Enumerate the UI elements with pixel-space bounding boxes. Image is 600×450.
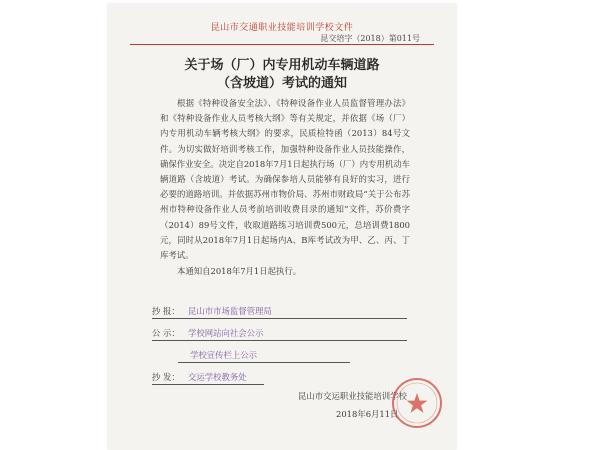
routing-copy-value: 交运学校教务处 [188, 372, 247, 382]
official-seal-icon [390, 376, 444, 430]
body-paragraph-effective: 本通知自2018年7月1日起执行。 [177, 266, 302, 277]
header-divider [130, 44, 434, 45]
routing-public-value-2: 学校宣传栏上公示 [190, 350, 257, 360]
routing-cc-value: 昆山市市场监督管理局 [188, 306, 272, 316]
routing-copy [152, 370, 264, 385]
document-header: 昆山市交通职业技能培训学校文件 [210, 23, 354, 33]
routing-public-label: 公 示： [152, 328, 180, 338]
routing-public [152, 326, 407, 341]
routing-copy-label: 抄 发： [152, 372, 180, 382]
document-title-line-1: 关于场（厂）内专用机动车辆道路 [184, 58, 380, 73]
routing-public-2 [178, 348, 350, 363]
routing-cc [152, 304, 407, 319]
document-body [160, 96, 410, 280]
issue-date: 2018年6月11日 [336, 409, 399, 419]
document-title-line-2: （含坡道）考试的通知 [216, 76, 347, 91]
body-paragraph-main: 根据《特种设备安全法》、《特种设备作业人员监督管理办法》和《特种设备作业人员考核大纲》等有关规定，并依据《场（厂）内专用机动车辆考核大纲》的要求，民质检特函（2013）84号文件。为切实做好培训考核工作，加强特种设备作业人员技能操作，确保作业安全。决定自2018年7月1日起执行场（厂）内专用机动车辆道路（含坡道）考试。为确保参培人员能够有良好的实习，进行必要的道路培训。并依据苏州市物价局、苏州市财政局“关于公布苏州市特种设备作业人员考前培训收费目录的通知”文件，苏价费字（2014）89号文件，收取道路练习培训费500元，总培训费1800元，同时从2018年7月1日起场内A、B库考试改为甲、乙、丙、丁库考试。 [160, 98, 410, 261]
document-page [108, 4, 456, 450]
routing-cc-label: 抄 报： [152, 306, 180, 316]
document-number: 昆交培字（2018）第011号 [320, 34, 420, 43]
routing-public-value: 学校网站向社会公示 [188, 328, 264, 338]
issuer-name: 昆山市交运职业技能培训学校 [298, 391, 407, 401]
